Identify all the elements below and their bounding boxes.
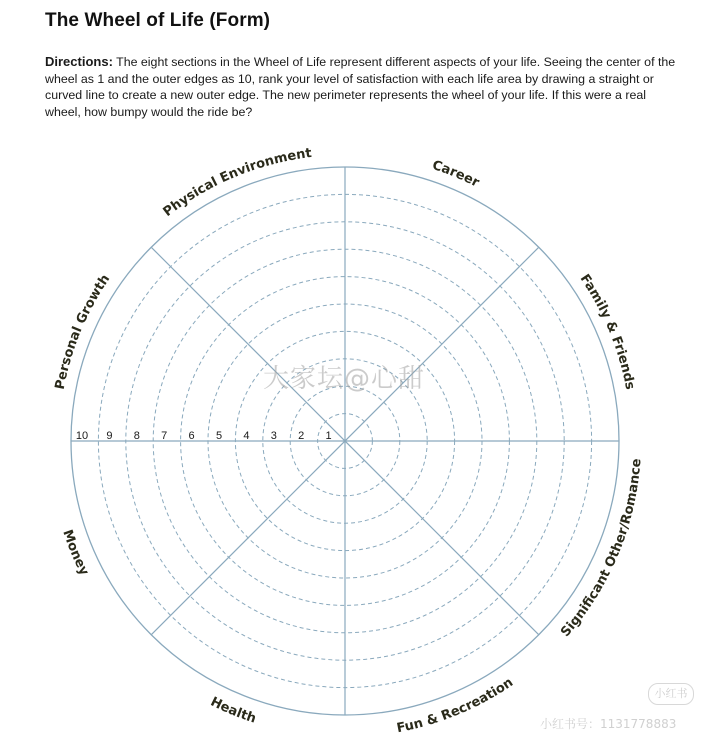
sector-label-physical-environment: Physical Environment <box>160 145 313 220</box>
sector-label-significant-other-romance: Significant Other/Romance <box>558 457 645 640</box>
scale-number-9: 9 <box>106 430 113 442</box>
scale-number-6: 6 <box>188 430 195 442</box>
sector-label-career: Career <box>430 157 482 191</box>
scale-number-7: 7 <box>161 430 168 442</box>
sector-label-personal-growth: Personal Growth <box>52 271 114 391</box>
watermark-badge: 小红书 <box>648 683 694 705</box>
sector-label-money: Money <box>59 527 92 579</box>
scale-number-2: 2 <box>298 430 305 442</box>
scale-number-4: 4 <box>243 430 250 442</box>
directions-lead: Directions: <box>45 54 113 69</box>
scale-number-3: 3 <box>270 430 277 442</box>
wheel-scale-numbers <box>76 430 332 442</box>
watermark-id: 小红书号：1131778883 <box>540 717 677 731</box>
wheel-spokes <box>71 167 619 715</box>
page-title: The Wheel of Life (Form) <box>45 10 271 31</box>
scale-number-5: 5 <box>215 430 223 442</box>
scale-number-10: 10 <box>75 430 89 442</box>
watermark-text: 大家坛@心甜 <box>263 364 426 394</box>
sector-label-family-friends: Family & Friends <box>576 271 638 391</box>
directions-body: The eight sections in the Wheel of Life represent different aspects of your life. Seeing the center of the wheel as 1 and the outer edges as 10, rank your level of satisfaction with each life area by drawing a straight or curved line to create a new outer edge. The new perimeter represents the wheel of your life. If this were a real wheel, how bumpy would the ride be? <box>45 55 676 119</box>
sector-label-fun-recreation: Fun & Recreation <box>395 675 517 737</box>
sector-label-health: Health <box>207 694 258 727</box>
scale-number-1: 1 <box>325 430 332 442</box>
scale-number-8: 8 <box>133 430 140 442</box>
